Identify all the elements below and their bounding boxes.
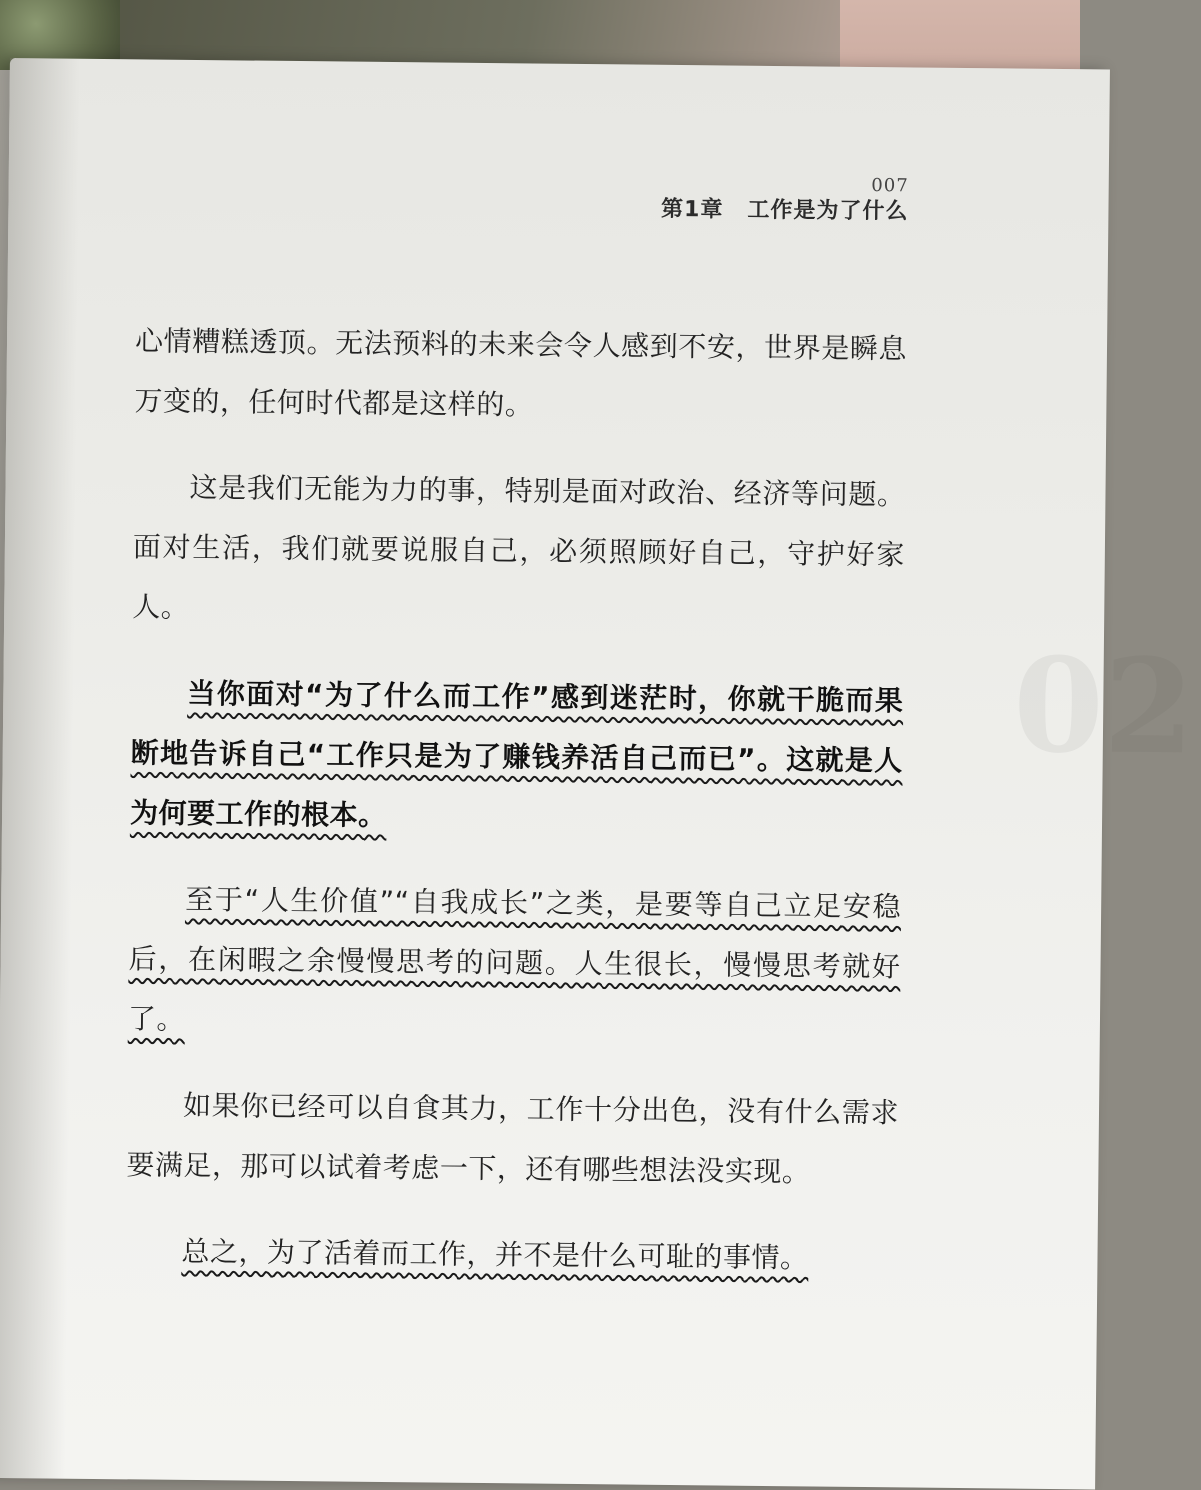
chapter-title: 工作是为了什么 [747, 197, 909, 225]
chapter-label: 第1章 [660, 196, 724, 223]
paragraph-underlined [125, 1221, 898, 1289]
bleed-through-text: 02 [1012, 628, 1195, 784]
handwritten-underline-text: 总之，为了活着而工作，并不是什么可耻的事情。 [181, 1234, 809, 1275]
chapter-heading [661, 195, 909, 228]
page-body [125, 311, 907, 1315]
paragraph-continued: 心情糟糕透顶。无法预料的未来会令人感到不安，世界是瞬息万变的，任何时代都是这样的。 [134, 324, 908, 422]
paragraph-underlined [128, 869, 902, 1057]
paragraph: 如果你已经可以自食其力，工作十分出色，没有什么需求要满足，那可以试着考虑一下，还有哪些想法没实现。 [126, 1088, 900, 1189]
page-number: 007 [871, 175, 909, 197]
book-page [0, 58, 1195, 1489]
handwritten-underline-text: 当你面对“为了什么而工作”感到迷茫时，你就干脆而果断地告诉自己“工作只是为了赚钱养活自己而已”。这就是人为何要工作的根本。 [129, 676, 904, 832]
running-header [661, 173, 909, 228]
handwritten-underline-text: 至于“人生价值”“自我成长”之类，是要等自己立足安稳后，在闲暇之余慢慢思考的问题。人生很长，慢慢思考就好了。 [127, 882, 902, 1036]
paragraph: 这是我们无能为力的事，特别是面对政治、经济等问题。面对生活，我们就要说服自己，必须照顾好自己，守护好家人。 [132, 470, 906, 624]
paragraph-underlined-bold [130, 663, 904, 851]
